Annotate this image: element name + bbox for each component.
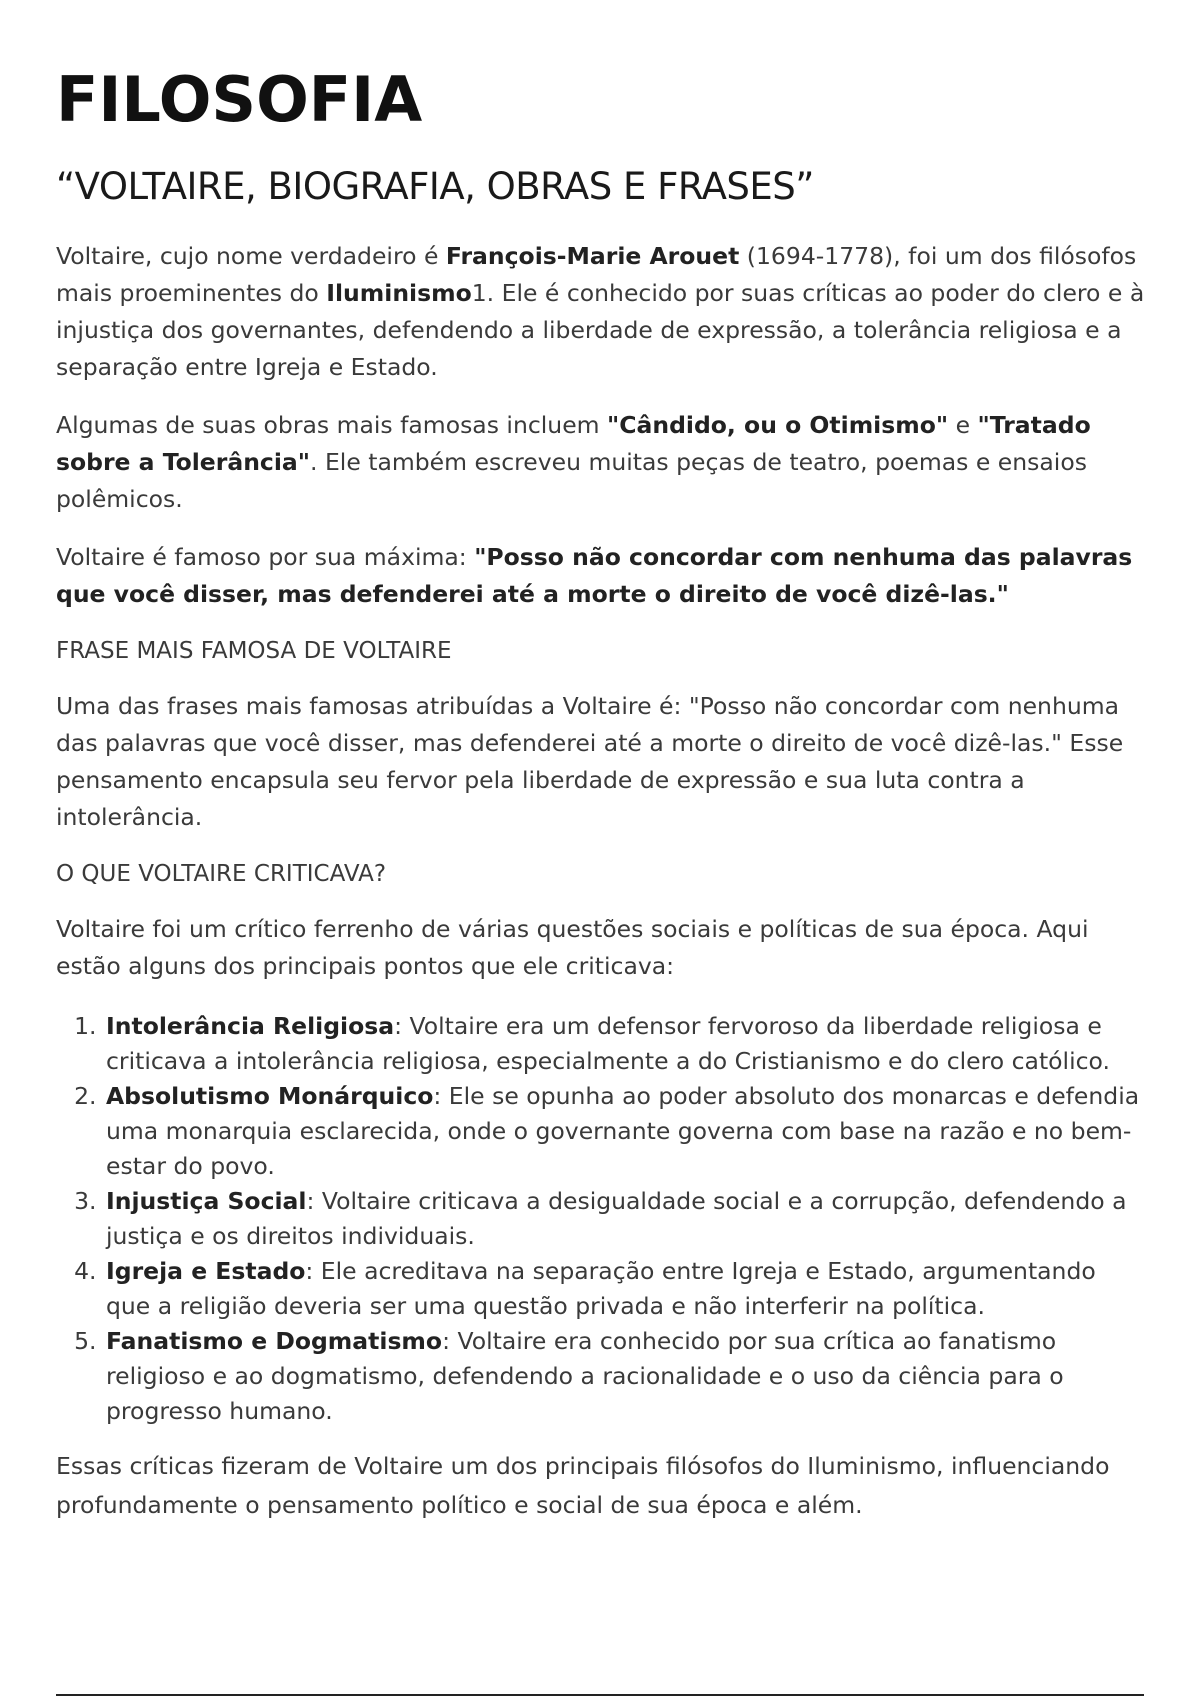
intro-iluminismo-bold: Iluminismo (326, 279, 472, 307)
list-item-text: : Voltaire era um defensor fervoroso da liberdade religiosa e criticava a intolerância religiosa, especialmente a do Cristianismo e do clero católico. (106, 1012, 1110, 1075)
conclusion-paragraph: Essas críticas fizeram de Voltaire um dos principais filósofos do Iluminismo, influenciando profundamente o pensamento político e social de sua época e além. (56, 1452, 1110, 1519)
list-item-term: Injustiça Social (106, 1187, 307, 1215)
works-text-3: . Ele também escreveu muitas peças de teatro, poemas e ensaios polêmicos. (56, 448, 1087, 513)
criticism-intro-paragraph: Voltaire foi um crítico ferrenho de várias questões sociais e políticas de sua época. Aqui estão alguns dos principais pontos que ele criticava: (56, 915, 1089, 980)
works-paragraph (56, 407, 1146, 518)
maxim-text: Voltaire é famoso por sua máxima: (56, 543, 475, 571)
list-item-term: Igreja e Estado (106, 1257, 306, 1285)
criticism-list (56, 1009, 1146, 1429)
intro-text-1: Voltaire, cujo nome verdadeiro é (56, 242, 446, 270)
works-candido-bold: "Cândido, ou o Otimismo" (607, 411, 949, 439)
section-heading-famous: FRASE MAIS FAMOSA DE VOLTAIRE (56, 638, 452, 664)
list-item (104, 1324, 1146, 1429)
works-text-2: e (948, 411, 978, 439)
list-item (104, 1184, 1146, 1254)
list-item-text: : Voltaire criticava a desigualdade social e a corrupção, defendendo a justiça e os direitos individuais. (106, 1187, 1127, 1250)
intro-text-2: (1694-1778), foi um dos filósofos mais proeminentes do (56, 242, 1137, 307)
list-item-term: Fanatismo e Dogmatismo (106, 1327, 443, 1355)
list-item-term: Absolutismo Monárquico (106, 1082, 434, 1110)
list-item-term: Intolerância Religiosa (106, 1012, 395, 1040)
list-item-text: : Voltaire era conhecido por sua crítica ao fanatismo religioso e ao dogmatismo, defendendo a racionalidade e o uso da ciência para o progresso humano. (106, 1327, 1064, 1425)
document-title: FILOSOFIA (56, 63, 423, 136)
section-heading-criticism: O QUE VOLTAIRE CRITICAVA? (56, 861, 387, 887)
list-item-text: : Ele acreditava na separação entre Igreja e Estado, argumentando que a religião deveria ser uma questão privada e não interferir na política. (106, 1257, 1096, 1320)
works-text-1: Algumas de suas obras mais famosas incluem (56, 411, 608, 439)
list-item-text: : Ele se opunha ao poder absoluto dos monarcas e defendia uma monarquia esclarecida, onde o governante governa com base na razão e no bem-estar do povo. (106, 1082, 1140, 1180)
intro-paragraph (56, 238, 1146, 386)
maxim-quote-bold: "Posso não concordar com nenhuma das palavras que você disser, mas defenderei até a morte o direito de você dizê-las." (56, 543, 1133, 608)
bottom-divider (56, 1694, 1144, 1696)
famous-paragraph: Uma das frases mais famosas atribuídas a Voltaire é: "Posso não concordar com nenhuma das palavras que você disser, mas defenderei até a morte o direito de você dizê-las." Esse pensamento encapsula seu fervor pela liberdade de expressão e sua luta contra a intolerância. (56, 692, 1124, 831)
document-subtitle: “VOLTAIRE, BIOGRAFIA, OBRAS E FRASES” (56, 165, 814, 208)
maxim-paragraph (56, 539, 1146, 613)
works-tratado-bold: "Tratado sobre a Tolerância" (56, 411, 1091, 476)
document-page (56, 60, 1146, 1525)
list-item (104, 1009, 1146, 1079)
intro-text-3: 1. Ele é conhecido por suas críticas ao poder do clero e à injustiça dos governantes, defendendo a liberdade de expressão, a tolerância religiosa e a separação entre Igreja e Estado. (56, 279, 1145, 381)
intro-name-bold: François-Marie Arouet (445, 242, 740, 270)
list-item (104, 1254, 1146, 1324)
list-item (104, 1079, 1146, 1184)
